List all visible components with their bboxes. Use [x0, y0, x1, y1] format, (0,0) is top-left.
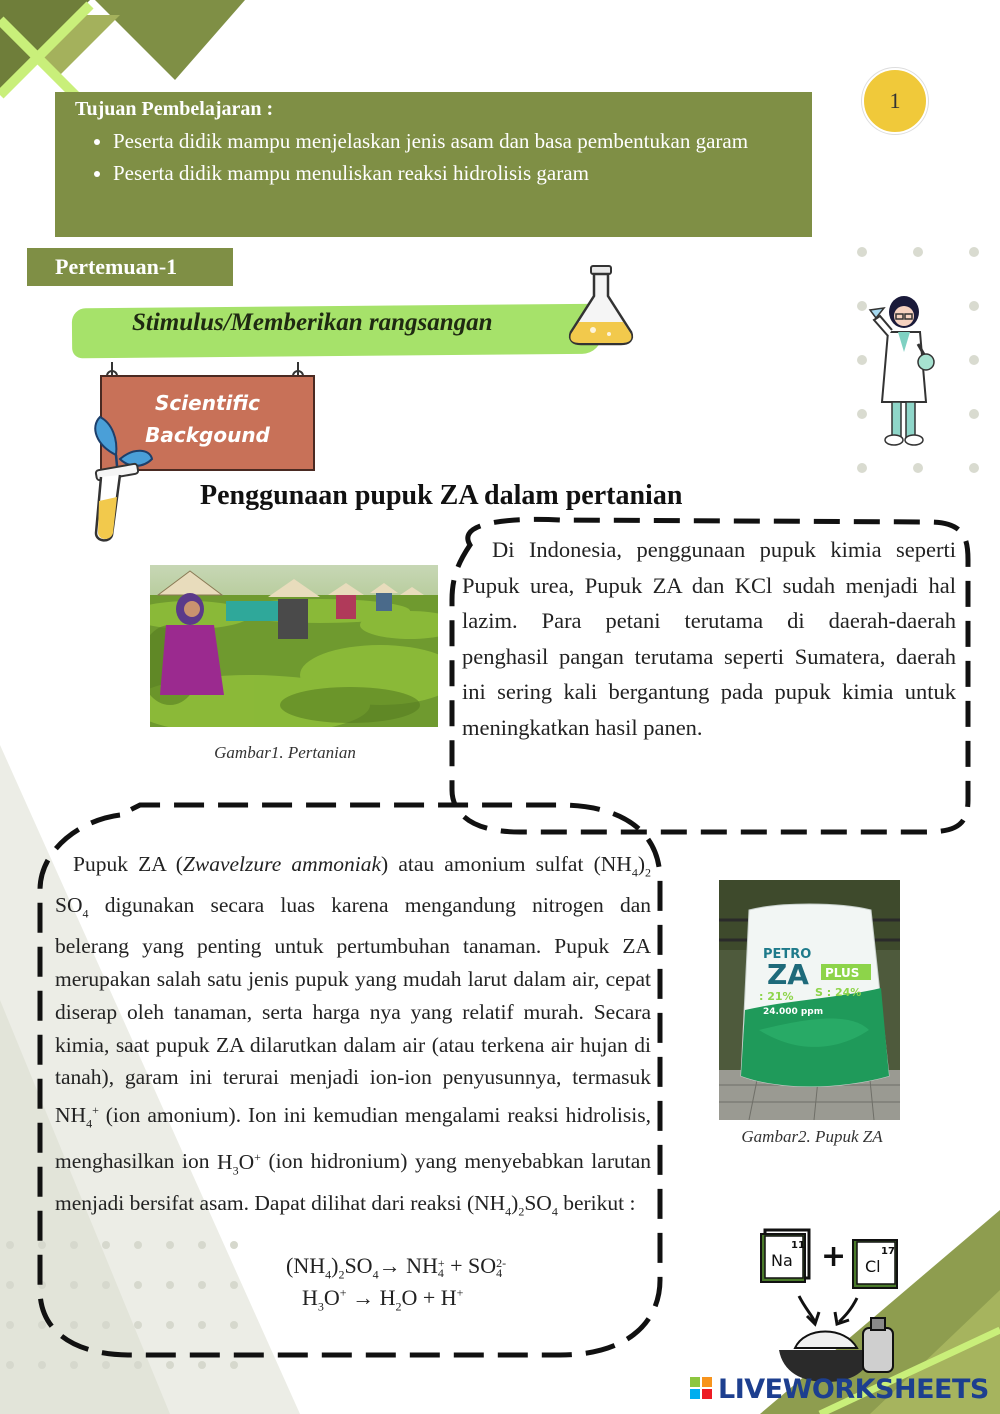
- reaction-arrow: →: [378, 1253, 401, 1278]
- formula-part: H: [217, 1149, 233, 1174]
- test-tube-plant-icon: [86, 415, 156, 545]
- chlorine-symbol: Cl: [865, 1257, 881, 1276]
- objectives-list: [75, 125, 800, 189]
- eq-sub: 4: [372, 1267, 379, 1282]
- fertilizer-bag-photo: [719, 880, 900, 1120]
- eq-part: NH: [400, 1253, 438, 1278]
- formula-sup: +: [254, 1149, 261, 1164]
- formula-sup: +: [92, 1103, 99, 1118]
- formula-part: SO: [55, 893, 83, 918]
- objective-item: • Peserta didik mampu menuliskan reaksi hidrolisis garam: [113, 157, 800, 189]
- formula-sub: 2: [645, 865, 652, 880]
- chlorine-number: 17: [881, 1246, 895, 1257]
- formula-part: ): [511, 1190, 519, 1215]
- eq-sup: +: [437, 1255, 445, 1270]
- sodium-number: 11: [791, 1240, 805, 1251]
- eq-sub: 4: [325, 1267, 332, 1282]
- scientist-illustration: [868, 292, 938, 448]
- text-run: digunakan secara luas karena mengandung nitrogen dan belerang yang penting untuk pertumbuhan tanaman. Pupuk ZA merupakan salah satu jenis pupuk yang mudah larut dalam air, cepat diserap oleh tanaman, serta harga nya yang relatif murah. Secara kimia, saat pupuk ZA dilarutkan dalam air (atau terkena air hujan di tanah), garam ini terurai menjadi ion-ion penyusunnya, termasuk: [55, 893, 651, 1090]
- sign-line-1: Scientific: [155, 391, 260, 415]
- formula-part: NH: [55, 1103, 87, 1128]
- figure-2-caption: Gambar2. Pupuk ZA: [741, 1127, 883, 1146]
- reaction-arrow: →: [352, 1285, 375, 1310]
- text-run: ) atau amonium sulfat: [381, 852, 584, 876]
- text-run: (ion amonium). Ion ini kemudian mengalami reaksi hidrolisis, menghasilkan ion: [55, 1103, 651, 1174]
- formula-sub: 4: [82, 906, 89, 921]
- formula-sub: 3: [232, 1162, 239, 1177]
- nacl-illustration: [755, 1222, 915, 1392]
- eq-sub: 4: [496, 1265, 503, 1280]
- intro-paragraph: [462, 532, 956, 745]
- eq-part: (NH: [286, 1253, 326, 1278]
- section-title: Penggunaan pupuk ZA dalam pertanian: [200, 480, 683, 511]
- formula-part: SO: [524, 1190, 552, 1215]
- farming-photo: [150, 565, 438, 727]
- bag-brand-top: PETRO: [763, 947, 812, 962]
- objective-item: • Peserta didik mampu menjelaskan jenis asam dan basa pembentukan garam: [113, 125, 800, 157]
- eq-part: H: [374, 1285, 396, 1310]
- eq-part: O + H: [401, 1285, 457, 1310]
- eq-sub: 3: [317, 1299, 324, 1314]
- bag-spec-2: S : 24%: [815, 986, 862, 999]
- formula-sub: 4: [551, 1203, 558, 1218]
- eq-part: ): [331, 1253, 339, 1278]
- eq-part: H: [302, 1285, 318, 1310]
- text-run-italic: Zwavelzure ammoniak: [182, 852, 381, 876]
- plus-sign: +: [821, 1239, 847, 1274]
- formula-sub: 4: [505, 1203, 512, 1218]
- eq-sup: +: [456, 1285, 464, 1300]
- main-paragraph: [55, 848, 651, 1228]
- sodium-symbol: Na: [771, 1251, 793, 1270]
- formula-part: (NH: [593, 852, 632, 876]
- formula-ammonium-ion: [55, 1103, 99, 1131]
- objectives-title: Tujuan Pembelajaran :: [75, 98, 274, 120]
- eq-part: SO: [468, 1253, 497, 1278]
- eq-sub: 2: [395, 1299, 402, 1314]
- bag-spec-3: 24.000 ppm: [763, 1007, 824, 1017]
- formula-part: (NH: [466, 1190, 506, 1215]
- formula-sub: 4: [631, 865, 638, 880]
- page-number-badge: [862, 68, 928, 134]
- formula-part: ): [637, 852, 646, 876]
- text-run: berikut :: [557, 1190, 636, 1215]
- text-run: (ion hidronium) yang menyebabkan larutan menjadi bersifat asam. Dapat dilihat dari reaksi: [55, 1149, 651, 1215]
- eq-part: O: [323, 1285, 340, 1310]
- eq-part: SO: [344, 1253, 373, 1278]
- eq-part: +: [444, 1253, 469, 1278]
- stimulus-label: Stimulus/Memberikan rangsangan: [132, 309, 493, 336]
- liveworksheets-logo[interactable]: [690, 1374, 989, 1405]
- bag-plus: PLUS: [825, 966, 860, 980]
- equation-hydronium: [302, 1285, 463, 1314]
- eq-sub: 4: [437, 1265, 444, 1280]
- bag-brand: ZA: [767, 958, 809, 991]
- equation-dissociation: [286, 1253, 506, 1282]
- formula-ammonium-sulfate: [466, 1190, 558, 1218]
- page-number: 1: [889, 88, 901, 113]
- liveworksheets-icon: [690, 1377, 714, 1401]
- formula-hydronium-ion: [217, 1149, 261, 1177]
- formula-sub: 2: [518, 1203, 525, 1218]
- eq-sup: 2-: [496, 1255, 507, 1270]
- formula-part: O: [238, 1149, 255, 1174]
- sign-line-2: Backgound: [145, 423, 270, 447]
- chlorine-tile: [853, 1240, 897, 1288]
- sodium-tile: [761, 1230, 809, 1282]
- eq-sup: +: [339, 1285, 347, 1300]
- figure-1-caption: Gambar1. Pertanian: [214, 743, 356, 762]
- eq-sub: 2: [338, 1267, 345, 1282]
- flask-icon: [565, 262, 637, 348]
- bag-spec-1: : 21%: [759, 990, 794, 1003]
- watermark-text: LIVEWORKSHEETS: [718, 1374, 989, 1405]
- meeting-label: Pertemuan-1: [27, 248, 233, 286]
- learning-objectives-box: [55, 92, 812, 237]
- text-run: Pupuk ZA (: [73, 852, 183, 876]
- formula-sub: 4: [86, 1116, 93, 1131]
- intro-text: Di Indonesia, penggunaan pupuk kimia seperti Pupuk urea, Pupuk ZA dan KCl sudah menjadi hal lazim. Para petani terutama di daerah-daerah penghasil pangan terutama seperti Sumatera, daerah ini sering kali bergantung pada pupuk kimia untuk meningkatkan hasil panen.: [462, 537, 956, 740]
